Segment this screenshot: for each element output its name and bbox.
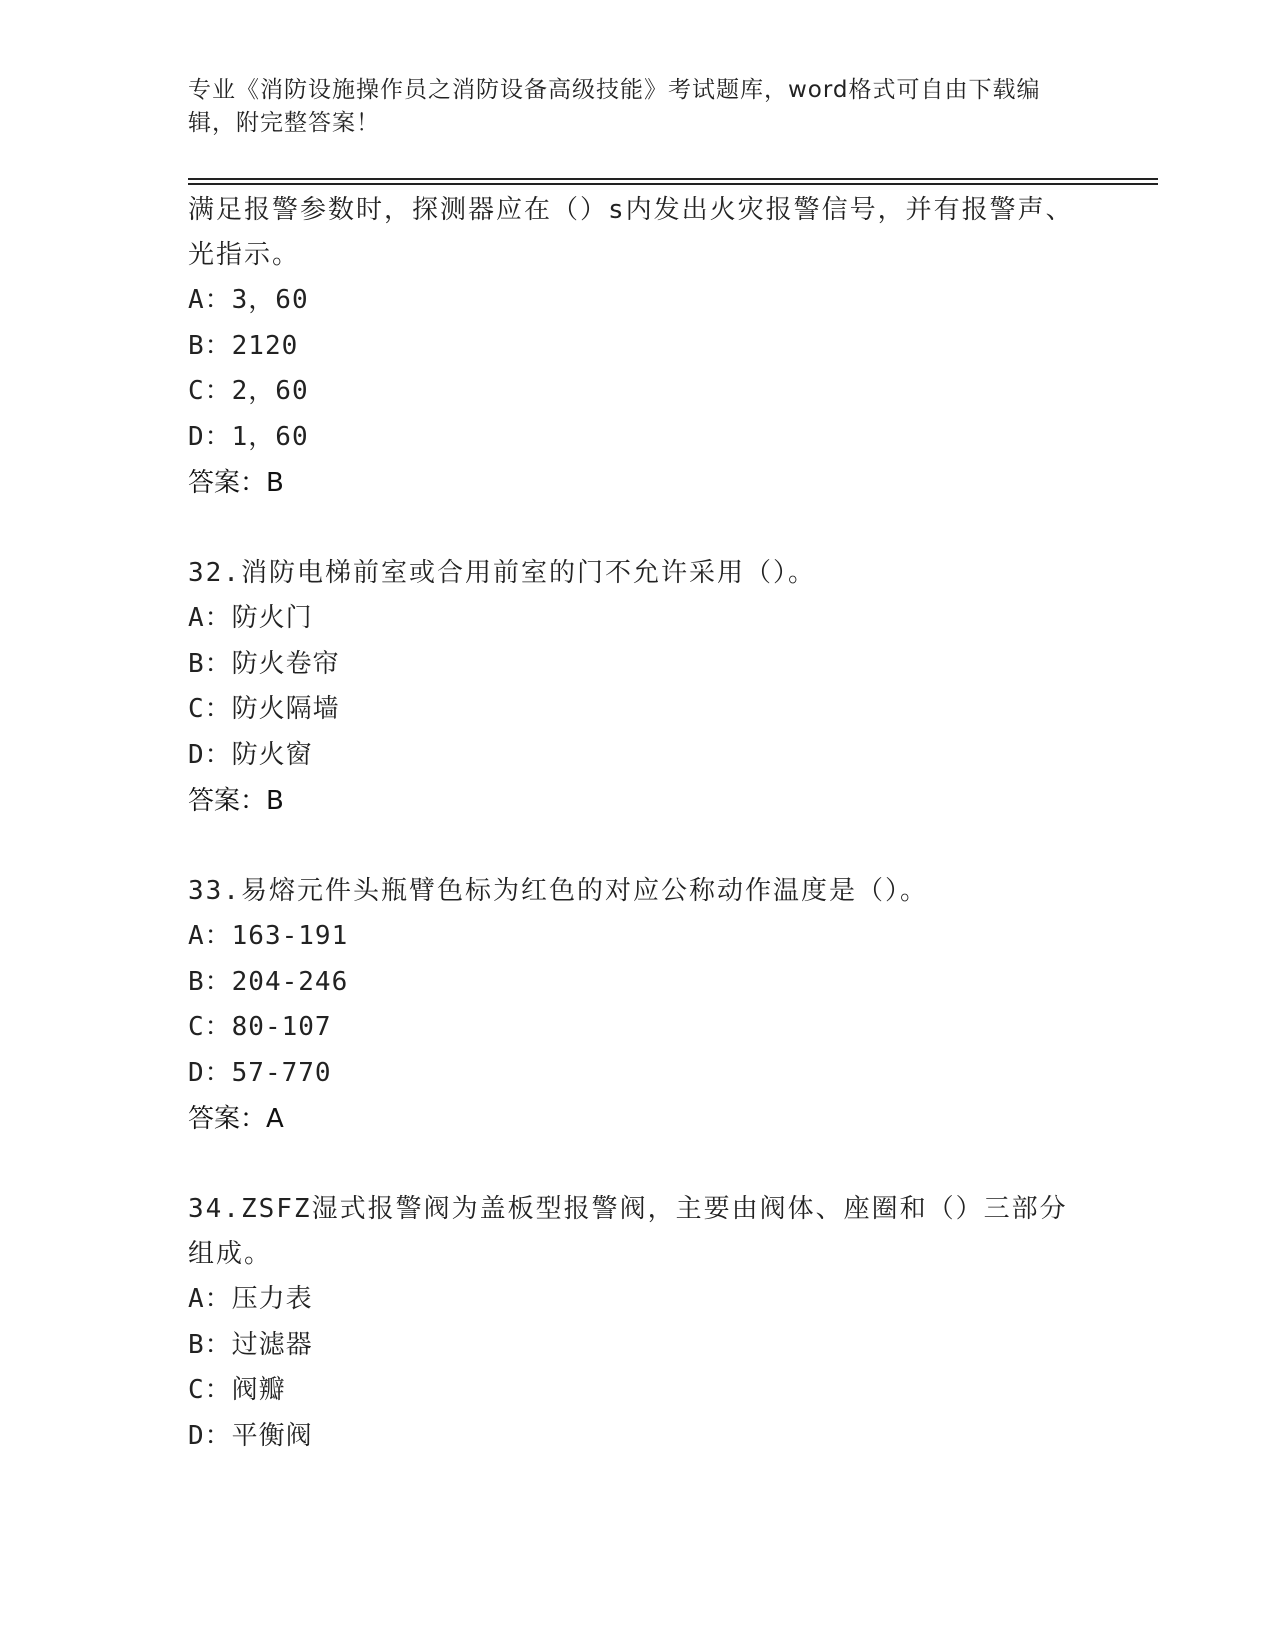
spacer [188, 506, 1088, 551]
option-b: B：防火卷帘 [188, 648, 340, 679]
header-note: 专业《消防设施操作员之消防设备高级技能》考试题库，word格式可自由下载编辑，附完整答案！ [188, 77, 1041, 136]
header-divider-top [188, 178, 1158, 180]
question-text: 33.易熔元件头瓶臂色标为红色的对应公称动作温度是（）。 [188, 876, 928, 906]
option-c: C：阀瓣 [188, 1375, 286, 1405]
spacer [188, 1142, 1088, 1187]
question-list [188, 188, 1088, 1459]
option-a: A：防火门 [188, 603, 313, 633]
question-block [188, 869, 1088, 1142]
option-a: A：压力表 [188, 1284, 313, 1314]
option-c: C：防火隔墙 [188, 694, 340, 724]
option-d: D：1，60 [188, 421, 309, 452]
option-d: D：平衡阀 [188, 1420, 313, 1451]
option-b: B：过滤器 [188, 1329, 313, 1360]
question-text: 满足报警参数时，探测器应在（）s内发出火灾报警信号，并有报警声、光指示。 [188, 195, 1074, 270]
option-c: C：2，60 [188, 376, 309, 406]
option-c: C：80-107 [188, 1012, 332, 1042]
option-d: D：防火窗 [188, 739, 313, 770]
answer-line: 答案：B [188, 468, 284, 498]
question-block [188, 188, 1088, 506]
answer-line: 答案：B [188, 786, 284, 816]
option-b: B：204-246 [188, 966, 349, 997]
question-block [188, 1187, 1088, 1459]
header-divider-bottom [188, 183, 1158, 185]
option-d: D：57-770 [188, 1057, 332, 1088]
question-text: 34.ZSFZ湿式报警阀为盖板型报警阀，主要由阀体、座圈和（）三部分组成。 [188, 1194, 1068, 1269]
question-text: 32.消防电梯前室或合用前室的门不允许采用（）。 [188, 558, 816, 588]
option-a: A：163-191 [188, 921, 349, 951]
option-b: B：2120 [188, 330, 299, 361]
question-block [188, 551, 1088, 824]
answer-line: 答案：A [188, 1104, 284, 1134]
spacer [188, 824, 1088, 869]
option-a: A：3，60 [188, 285, 309, 315]
